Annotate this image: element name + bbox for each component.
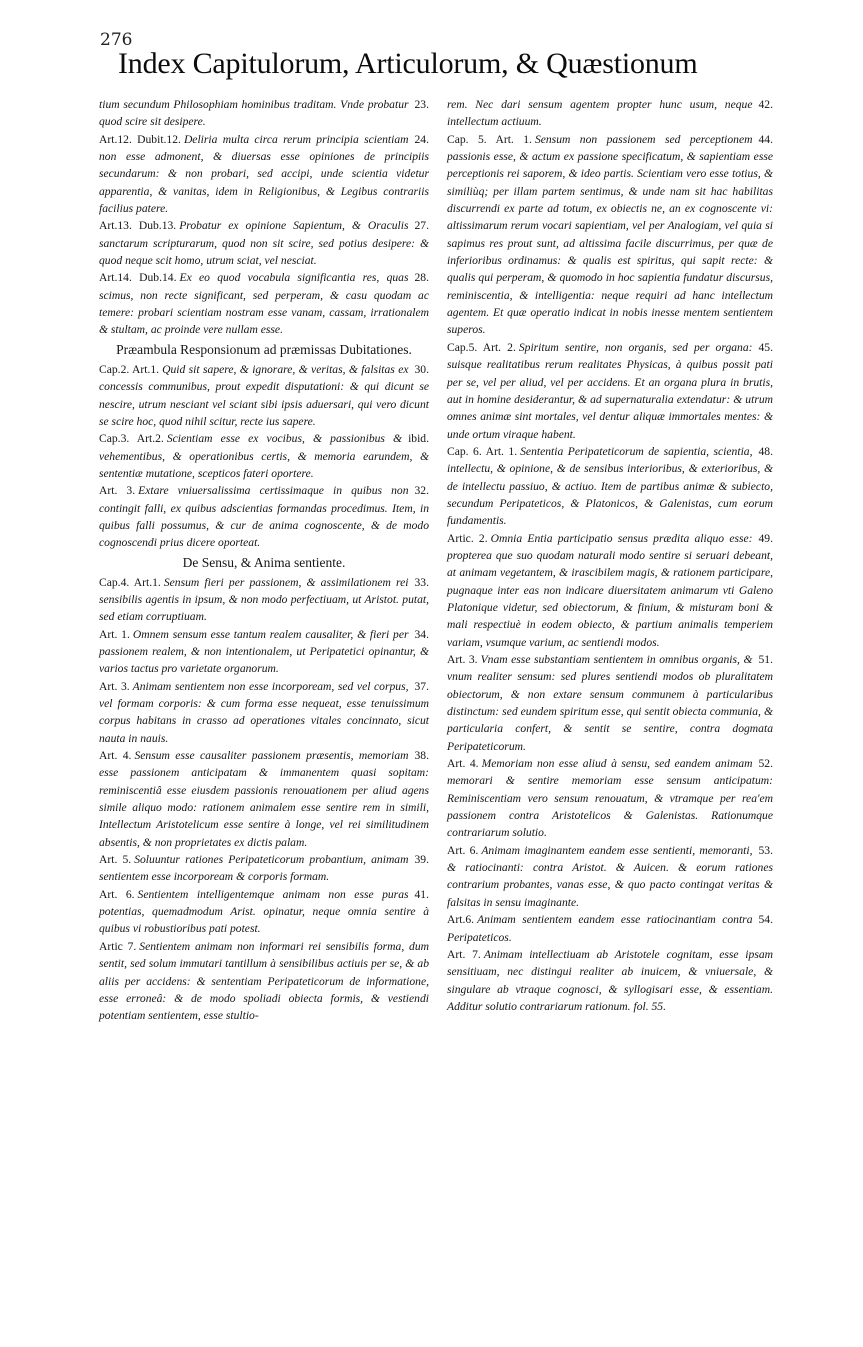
index-entry <box>99 938 429 1025</box>
running-title: Index Capitulorum, Articulorum, & Quæstionum <box>118 47 698 80</box>
entry-text: Sensum esse causaliter passionem præsentis, memoriam esse passionem anticipatam & immanentem quasi sopitam: reminiscentiâ esse eiusdem passionis renouationem per aliud agens simile aliquo modo: rationem animalem esse sentire rem in simili, Intellectum Aristotelicum esse sentire à longe, vel rei similitudinem absentis, & non proprietates ex dictis palam. <box>99 749 429 849</box>
entry-page-ref: 30. <box>414 362 429 376</box>
entry-label: Art. 4. <box>447 757 479 771</box>
entry-page-ref: 24. <box>414 132 429 146</box>
right-block-1 <box>447 96 773 1015</box>
entry-page-ref: 42. <box>758 98 773 111</box>
entry-text: Sentientem intelligentemque animam non esse puras potentias, quemadmodum Arist. opinatur, neque omnia sentire à quibus vi robustioribus pati potest. <box>99 887 429 936</box>
entry-label: Cap. 6. Art. 1. <box>447 444 518 458</box>
entry-text: Omnia Entia participatio sensus prædita aliquo esse: propterea que suo quodam naturali modo sentire si seruari debeant, at animam vegetantem, & irascibilem magis, & rationem participare, pugnaque inter eas non indicare diuersitatem animarum vti Galeno Platonique videtur, sed obiectorum, & finium, & misturam boni & mali respectiuè in eodem obiecto, & partium animalis temperiem variam, vsumque varium, ac sentiendi modos. <box>447 531 773 649</box>
index-entry <box>99 430 429 482</box>
index-entry <box>99 269 429 338</box>
entry-page-ref: 49. <box>758 531 773 545</box>
entry-label: Artic. 2. <box>447 531 488 545</box>
entry-text: Soluuntur rationes Peripateticorum probantium, animam sentientem esse incorpoream & corporis formam. <box>99 853 409 884</box>
entry-text: tium secundum Philosophiam hominibus traditam. Vnde probatur quod scire sit desipere. <box>99 98 409 129</box>
entry-label: Art. 5. <box>99 853 132 867</box>
entry-text: Animam sentientem non esse incorpoream, sed vel corpus, vel formam corporis: & cum forma esse nequeat, esse tenuissimum corpus habitans in crasso ad operationes vitales concinnato, sicut nauta in nauis. <box>99 679 429 745</box>
entry-label: Art. 6. <box>447 843 479 857</box>
left-column <box>99 96 429 1025</box>
page-number: 276 <box>100 30 133 50</box>
entry-page-ref: 32. <box>414 484 429 498</box>
index-entry <box>99 96 429 131</box>
index-entry <box>447 131 773 339</box>
index-entry <box>99 747 429 851</box>
entry-page-ref: 28. <box>414 271 429 285</box>
left-block-2 <box>99 361 429 552</box>
entry-page-ref: 45. <box>758 340 773 354</box>
index-entry <box>99 886 429 938</box>
entry-page-ref: 48. <box>758 444 773 458</box>
entry-text: Sensum fieri per passionem, & assimilationem rei sensibilis agentis in ipsum, & non modo perfectiuam, ut Aristot. putat, sed etiam corruptiuam. <box>99 575 429 624</box>
entry-text: Animam imaginantem eandem esse sentienti, memoranti, & ratiocinanti: contra Aristot. & Auicen. & eorum rationes contrarium probantes, vanas esse, & quo pacto contingat veritas & falsitas in sensu imaginante. <box>447 843 773 909</box>
index-entry <box>447 443 773 530</box>
entry-label: Cap.4. Art.1. <box>99 575 161 589</box>
entry-page-ref: 38. <box>414 749 429 763</box>
entry-text: Spiritum sentire, non organis, sed per organa: suisque realitatibus rerum realitates Physicas, à quibus possit pati per se, vel per aliud, vel per accidens. Et an organa plura in brutis, aut in homine desiderantur, & ad supernaturalia extendatur: & utrum omnes animæ sint mortales, vel dentur aliquæ immortales mentes: & unde ortum viraque habent. <box>447 340 773 441</box>
entry-page-ref: ibid. <box>408 432 429 446</box>
index-entry <box>99 361 429 430</box>
entry-label: Art. 1. <box>99 627 130 641</box>
entry-text: Extare vniuersalissima certissimaque in quibus non contingit falli, ex quibus adscientias formandas procedimus. Item, in quibus falli possumus, & cur de anima cognoscente, & de modo cognoscendi prius dicere oporteat. <box>99 484 429 550</box>
entry-label: Art. 3. <box>99 679 130 693</box>
index-entry <box>99 851 429 886</box>
entry-text: Omnem sensum esse tantum realem causaliter, & fieri per passionem realem, & non intentionalem, ut Peripatetici opinantur, & varios tactus pro varietate organorum. <box>99 627 429 676</box>
entry-label: Cap.5. Art. 2. <box>447 340 516 354</box>
section-heading-de-sensu: De Sensu, & Anima sentiente. <box>182 554 346 570</box>
index-entry <box>447 96 773 131</box>
index-entry <box>447 339 773 443</box>
index-entry <box>447 946 773 1015</box>
index-entry <box>447 842 773 911</box>
entry-label: Art.14. Dub.14. <box>99 271 177 285</box>
entry-text: Animam sentientem eandem esse ratiocinantiam contra Peripateticos. <box>447 913 753 944</box>
entry-page-ref: 37. <box>414 679 429 693</box>
entry-label: Art. 7. <box>447 947 481 961</box>
index-entry <box>99 217 429 269</box>
index-entry <box>99 131 429 218</box>
entry-page-ref: 51. <box>758 653 773 666</box>
entry-label: Art.13. Dub.13. <box>99 219 177 233</box>
index-entry <box>447 530 773 651</box>
entry-text: rem. Nec dari sensum agentem propter hunc usum, neque intellectum actiuum. <box>447 98 753 129</box>
entry-label: Art. 6. <box>99 887 135 901</box>
entry-label: Cap.2. Art.1. <box>99 362 160 376</box>
entry-page-ref: 53. <box>758 843 773 857</box>
entry-page-ref: 34. <box>414 627 429 641</box>
entry-label: Artic 7. <box>99 939 137 953</box>
index-entry <box>99 574 429 626</box>
entry-page-ref: 41. <box>414 887 429 901</box>
entry-text: Ex eo quod vocabula significantia res, quas scimus, non recte significant, sed perperam, & casu quodam ac temere: probari scientiam nostram esse vanam, cassam, irrationalem & stultam, ac proinde vere nullam esse. <box>99 271 429 337</box>
entry-page-ref: 44. <box>758 132 773 146</box>
entry-text: Deliria multa circa rerum principia scientiam non esse admonent, & diuersas esse opiniones de principiis secundarum: & non probari, sed accipi, unde scientia videtur apparentia, & vanitas, idem in Religionibus, & Legibus contrariis facilius patere. <box>99 132 429 216</box>
index-entry <box>99 482 429 551</box>
entry-text: Animam intellectiuam ab Aristotele cognitam, esse ipsam sensitiuam, nec distingui realiter ab inuicem, & vniuersale, & singulare ab vtraque cognosci, & syllogisari esse, & essentiam. Additur solutio contrariarum rationum. fol. 55. <box>447 947 773 1013</box>
entry-label: Art.6. <box>447 913 475 927</box>
index-entry <box>447 651 773 755</box>
entry-page-ref: 23. <box>414 98 429 111</box>
entry-page-ref: 39. <box>414 853 429 867</box>
entry-label: Cap. 5. Art. 1. <box>447 132 532 146</box>
entry-label: Art. 3. <box>447 653 478 666</box>
entry-label: Art.12. Dubit.12. <box>99 132 181 146</box>
left-block-1 <box>99 96 429 339</box>
entry-page-ref: 33. <box>414 575 429 589</box>
entry-text: Probatur ex opinione Sapientum, & Oraculis sanctarum scripturarum, quod non sit scire, sed potius desipere: & quod neque scit homo, utrum sciat, vel nesciat. <box>99 219 429 268</box>
entry-label: Art. 3. <box>99 484 136 498</box>
index-entry <box>99 626 429 678</box>
entry-page-ref: 27. <box>414 219 429 233</box>
entry-label: Cap.3. Art.2. <box>99 432 164 446</box>
entry-text: Sentientem animam non informari rei sensibilis forma, dum sentit, sed solum immutari tantillum à sensibilibus actiuis per se, & ab aliis per accidens: & sententiam Peripateticorum de informatione, esse erroneâ: & de modo spoliadi obiecta formis, & vestiendi potentiam sentientem, esse stultio- <box>99 939 429 1023</box>
index-entry <box>447 755 773 842</box>
index-entry <box>447 911 773 946</box>
entry-text: Sententia Peripateticorum de sapientia, scientia, intellectu, & opinione, & de sensibus interioribus, & exterioribus, & de intellectu passiuo, & actiuo. Item de partibus animæ & subiecto, secundum Peripateticos, & Platonicos, & Galenistas, cum eorum fundamentis. <box>447 444 773 528</box>
index-entry <box>99 678 429 747</box>
entry-label: Art. 4. <box>99 749 132 763</box>
section-heading-praeambula: Præambula Responsionum ad præmissas Dubitationes. <box>116 341 412 357</box>
entry-text: Sensum non passionem sed perceptionem passionis esse, & actum ex passione specificatum, & sapientiam esse perceptionis rei saporem, & ideo partis. Scientiam vero esse totius, & similiùq; per illam partem sentimus, & unde nam sit hac habilitas discurrendi ex parte ad totum, ex obiectis ne, an ex cognoscente vi: altissimarum rerum vocari sapientiam, vel per Analogiam, vel quia si sapimus res prout sunt, ad altissima facile discurrimus, per quæ de inferioribus ordinamus: & qualis est spiritus, qui sapit recte: & qualis qui perperam, & quomodo in hoc sapientia fundatur discursus, reminiscentia, & intelligentia: neque requiri ad hanc intellectum agentem. Et quæ operatio indicat in nobis inesse mentem sentientem superos. <box>447 132 773 337</box>
right-column <box>447 96 773 1015</box>
left-block-3 <box>99 574 429 1025</box>
entry-page-ref: 52. <box>758 757 773 771</box>
entry-text: Vnam esse substantiam sentientem in omnibus organis, & vnum realiter sensum: sed plures sentiendi modos ob pluralitatem obiectorum, & non extare sensum communem à particularibus distinctum: sed eundem spiritum esse, qui sentit obiecta communia, & particularia confert, & sentit se sentire, contra dogmata Peripateticorum. <box>447 653 773 753</box>
entry-text: Memoriam non esse aliud à sensu, sed eandem animam memorari & sentire memoriam esse sensum anticipatum: Reminiscentiam vero sensum renouatum, & vtramque per rea'em passionem contra Aristotelicos & Galenistas. Rationumque contrariarum solutio. <box>447 757 773 840</box>
entry-text: Scientiam esse ex vocibus, & passionibus & vehementibus, & operationibus certis, & memoria earundem, & sententiæ mutatione, scepticos fateri oportere. <box>99 432 429 480</box>
entry-page-ref: 54. <box>758 913 773 927</box>
entry-text: Quid sit sapere, & ignorare, & veritas, & falsitas ex concessis communibus, prout expedit disputationi: & qui dicunt se nescire, utrum nesciant vel sciant sibi ipsis aduersari, qui vero dicunt se scire hoc, quod nihil scitur, recte ius sapere. <box>99 362 429 428</box>
